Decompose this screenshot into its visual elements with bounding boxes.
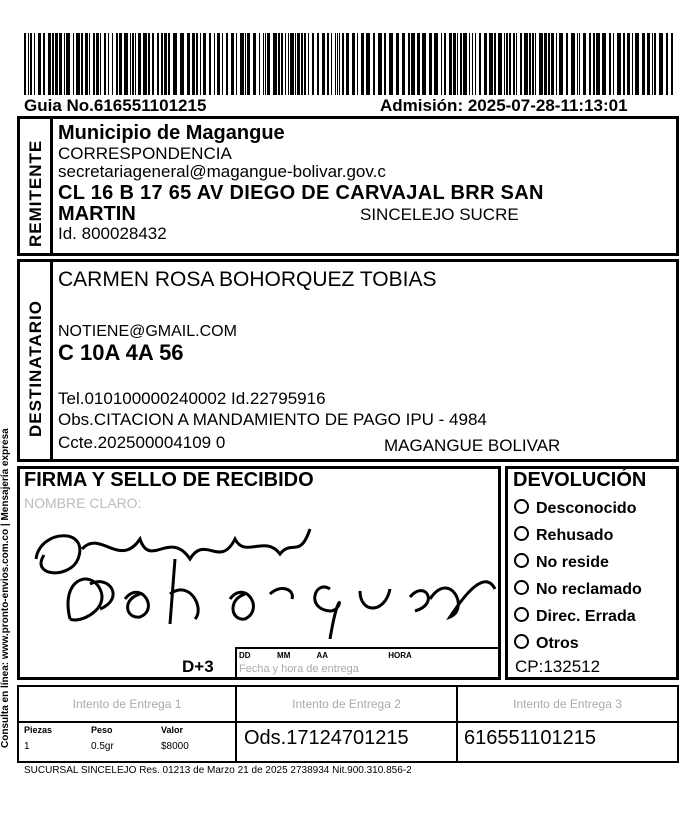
barcode-bar: [479, 33, 481, 95]
weight-value: 0.5gr: [91, 741, 114, 752]
return-option-not-reside[interactable]: No reside: [514, 553, 609, 572]
barcode-bar: [317, 33, 319, 95]
barcode-bar: [444, 33, 446, 95]
barcode-bar: [509, 33, 511, 95]
barcode-bar: [513, 33, 515, 95]
barcode-bar: [373, 33, 375, 95]
barcode-bar: [173, 33, 177, 95]
return-option-unclaimed[interactable]: No reclamado: [514, 580, 642, 599]
date-label-hour: HORA: [388, 651, 412, 660]
barcode-bar: [263, 33, 264, 95]
barcode-bar: [281, 33, 283, 95]
barcode-bar: [322, 33, 325, 95]
barcode-bar: [366, 33, 370, 95]
return-option-refused[interactable]: Rehusado: [514, 526, 613, 545]
barcode-bar: [352, 33, 355, 95]
barcode-bar: [28, 33, 29, 95]
barcode-bar: [609, 33, 611, 95]
barcode-bar: [647, 33, 650, 95]
recipient-section-label: DESTINATARIO: [26, 300, 45, 437]
date-label-month: MM: [277, 651, 291, 660]
barcode-bar: [361, 33, 364, 95]
barcode-bar: [463, 33, 467, 95]
returns-title: DEVOLUCIÓN: [513, 469, 647, 491]
barcode-bar: [295, 33, 296, 95]
barcode-bar: [222, 33, 223, 95]
barcode-bar: [192, 33, 195, 95]
barcode-bar: [652, 33, 653, 95]
sender-section-label: REMITENTE: [26, 139, 45, 247]
barcode-bar: [335, 33, 336, 95]
barcode-bar: [327, 33, 329, 95]
barcode-bar: [100, 33, 101, 95]
radio-icon: [514, 499, 529, 514]
barcode-bar: [304, 33, 306, 95]
barcode-bar: [214, 33, 215, 95]
recipient-email: NOTIENE@GMAIL.COM: [58, 323, 237, 340]
tracking-number: 616551101215: [464, 727, 596, 749]
barcode-bar: [642, 33, 645, 95]
barcode-bar: [623, 33, 625, 95]
barcode-bar: [52, 33, 54, 95]
barcode-bar: [593, 33, 595, 95]
recipient-reference: Ccte.202500004109 0: [58, 433, 226, 452]
barcode-bar: [301, 33, 303, 95]
barcode-bar: [81, 33, 83, 95]
barcode-bar: [64, 33, 65, 95]
return-option-unknown[interactable]: Desconocido: [514, 499, 636, 518]
barcode-bar: [96, 33, 99, 95]
barcode-bar: [589, 33, 591, 95]
sender-name: Municipio de Magangue: [58, 122, 285, 144]
barcode-bar: [89, 33, 90, 95]
barcode-bar: [132, 33, 134, 95]
barcode-bar: [579, 33, 580, 95]
barcode-bar: [138, 33, 141, 95]
barcode-bar: [346, 33, 349, 95]
barcode-bar: [236, 33, 237, 95]
barcode-bar: [259, 33, 260, 95]
barcode-bar: [253, 33, 256, 95]
barcode-bar: [498, 33, 502, 95]
barcode-bar: [475, 33, 476, 95]
signature-name-hint: NOMBRE CLARO:: [24, 495, 142, 511]
barcode-bar: [240, 33, 244, 95]
admission-timestamp: Admisión: 2025-07-28-11:13:01: [380, 96, 628, 115]
barcode-bar: [85, 33, 88, 95]
weight-label: Peso: [91, 725, 113, 735]
barcode-bar: [180, 33, 184, 95]
barcode-bar: [24, 33, 26, 95]
sender-email: secretariageneral@magangue-bolivar.gov.c: [58, 162, 386, 181]
barcode-bar: [124, 33, 128, 95]
barcode-bar: [130, 33, 131, 95]
signature-box: [17, 466, 501, 680]
barcode-bar: [116, 33, 118, 95]
delivery-attempt-2: Intento de Entrega 2: [292, 697, 401, 711]
barcode-bar: [441, 33, 442, 95]
barcode-bar: [417, 33, 420, 95]
barcode-bar: [203, 33, 206, 95]
barcode-bar: [489, 33, 493, 95]
radio-icon: [514, 526, 529, 541]
barcode-bar: [460, 33, 462, 95]
barcode-bar: [544, 33, 547, 95]
barcode-bar: [532, 33, 534, 95]
barcode-bar: [312, 33, 314, 95]
barcode-bar: [93, 33, 95, 95]
barcode-bar: [551, 33, 554, 95]
barcode-bar: [164, 33, 167, 95]
barcode-bar: [337, 33, 338, 95]
barcode-bar: [196, 33, 198, 95]
barcode-bar: [402, 33, 405, 95]
barcode-bar: [577, 33, 578, 95]
recipient-observations: Obs.CITACION A MANDAMIENTO DE PAGO IPU - 4984: [58, 410, 487, 429]
barcode-bar: [217, 33, 220, 95]
sender-id: Id. 800028432: [58, 224, 167, 243]
barcode-bar: [429, 33, 432, 95]
barcode-bar: [559, 33, 563, 95]
barcode-bar: [278, 33, 280, 95]
barcode-bar: [148, 33, 150, 95]
barcode-bar: [43, 33, 45, 95]
barcode-bar: [200, 33, 201, 95]
barcode-bar: [104, 33, 106, 95]
barcode-bar: [389, 33, 393, 95]
barcode-bar: [308, 33, 309, 95]
barcode-bar: [152, 33, 154, 95]
barcode-bar: [524, 33, 528, 95]
barcode-bar: [520, 33, 522, 95]
barcode-bar: [671, 33, 673, 95]
date-caption: Fecha y hora de entrega: [239, 663, 359, 675]
barcode-bar: [627, 33, 630, 95]
barcode-bar: [571, 33, 575, 95]
barcode-bar: [506, 33, 508, 95]
recipient-box: [17, 259, 679, 462]
barcode-bar: [408, 33, 410, 95]
barcode-bar: [342, 33, 344, 95]
barcode-bar: [457, 33, 458, 95]
recipient-phone-id: Tel.010100000240002 Id.22795916: [58, 389, 326, 408]
sender-address-line2: MARTIN: [58, 203, 136, 225]
delivery-date-field: [235, 647, 501, 679]
delivery-attempt-1: Intento de Entrega 1: [72, 697, 182, 711]
radio-icon: [514, 634, 529, 649]
barcode-bar: [331, 33, 332, 95]
return-option-other[interactable]: Otros: [514, 634, 579, 653]
barcode: [24, 33, 676, 95]
barcode-bar: [504, 33, 505, 95]
barcode-bar: [357, 33, 358, 95]
barcode-bar: [209, 33, 211, 95]
barcode-bar: [48, 33, 51, 95]
barcode-bar: [529, 33, 531, 95]
value-label: Valor: [161, 725, 184, 735]
radio-icon: [514, 553, 529, 568]
barcode-bar: [108, 33, 109, 95]
barcode-bar: [654, 33, 656, 95]
handwritten-signature: [30, 499, 500, 639]
recipient-name: CARMEN ROSA BOHORQUEZ TOBIAS: [58, 268, 437, 291]
delivery-code: D+3: [182, 657, 214, 676]
barcode-bar: [66, 33, 70, 95]
barcode-bar: [168, 33, 170, 95]
barcode-bar: [288, 33, 289, 95]
barcode-bar: [539, 33, 543, 95]
signature-title: FIRMA Y SELLO DE RECIBIDO: [24, 469, 314, 491]
barcode-bar: [613, 33, 614, 95]
side-website-text: Consulta en línea: www.pronto-envios.com.co | Mensajería expresa: [0, 428, 11, 748]
barcode-bar: [535, 33, 536, 95]
barcode-bar: [285, 33, 286, 95]
barcode-bar: [596, 33, 600, 95]
barcode-bar: [290, 33, 294, 95]
barcode-bar: [602, 33, 606, 95]
barcode-bar: [566, 33, 568, 95]
recipient-city: MAGANGUE BOLIVAR: [384, 436, 561, 455]
pieces-label: Piezas: [24, 725, 53, 735]
barcode-bar: [273, 33, 277, 95]
barcode-bar: [583, 33, 586, 95]
barcode-bar: [666, 33, 668, 95]
sender-city: SINCELEJO SUCRE: [360, 205, 519, 224]
barcode-bar: [659, 33, 663, 95]
barcode-bar: [384, 33, 386, 95]
barcode-bar: [484, 33, 487, 95]
barcode-bar: [548, 33, 550, 95]
sender-address-line1: CL 16 B 17 65 AV DIEGO DE CARVAJAL BRR SAN: [58, 182, 544, 204]
barcode-bar: [556, 33, 557, 95]
barcode-bar: [434, 33, 438, 95]
pieces-value: 1: [24, 741, 30, 752]
date-label-day: DD: [239, 651, 251, 660]
barcode-bar: [396, 33, 399, 95]
date-label-year: AA: [316, 651, 328, 660]
barcode-bar: [265, 33, 266, 95]
barcode-bar: [247, 33, 250, 95]
barcode-bar: [632, 33, 633, 95]
barcode-bar: [157, 33, 159, 95]
barcode-bar: [422, 33, 426, 95]
ods-number: Ods.17124701215: [244, 727, 409, 749]
postal-code: CP:132512: [515, 657, 601, 676]
barcode-bar: [378, 33, 382, 95]
barcode-bar: [469, 33, 470, 95]
delivery-attempt-3: Intento de Entrega 3: [513, 697, 622, 711]
barcode-bar: [231, 33, 234, 95]
barcode-bar: [55, 33, 58, 95]
barcode-bar: [119, 33, 122, 95]
barcode-bar: [411, 33, 415, 95]
barcode-bar: [226, 33, 228, 95]
return-option-wrong-address[interactable]: Direc. Errada: [514, 607, 636, 626]
value-amount: $8000: [161, 741, 189, 752]
sender-box: [17, 116, 679, 256]
barcode-bar: [617, 33, 621, 95]
barcode-bar: [34, 33, 35, 95]
barcode-bar: [59, 33, 62, 95]
barcode-bar: [449, 33, 452, 95]
barcode-bar: [635, 33, 639, 95]
barcode-bar: [112, 33, 113, 95]
barcode-bar: [143, 33, 147, 95]
barcode-bar: [494, 33, 496, 95]
attempts-row: [17, 685, 679, 763]
barcode-bar: [76, 33, 80, 95]
barcode-bar: [516, 33, 517, 95]
barcode-bar: [339, 33, 340, 95]
sender-department: CORRESPONDENCIA: [58, 144, 232, 163]
barcode-bar: [245, 33, 246, 95]
recipient-address: C 10A 4A 56: [58, 340, 184, 365]
barcode-bar: [161, 33, 163, 95]
guide-number: Guia No.616551101215: [24, 96, 207, 115]
barcode-bar: [297, 33, 300, 95]
barcode-bar: [453, 33, 456, 95]
barcode-bar: [135, 33, 136, 95]
barcode-bar: [73, 33, 74, 95]
returns-box: [505, 466, 679, 680]
barcode-bar: [267, 33, 270, 95]
barcode-bar: [187, 33, 190, 95]
barcode-bar: [38, 33, 41, 95]
barcode-bar: [30, 33, 32, 95]
radio-icon: [514, 580, 529, 595]
barcode-bar: [472, 33, 473, 95]
footer-branch-info: SUCURSAL SINCELEJO Res. 01213 de Marzo 21 de 2025 2738934 Nit.900.310.856-2: [24, 765, 412, 776]
radio-icon: [514, 607, 529, 622]
